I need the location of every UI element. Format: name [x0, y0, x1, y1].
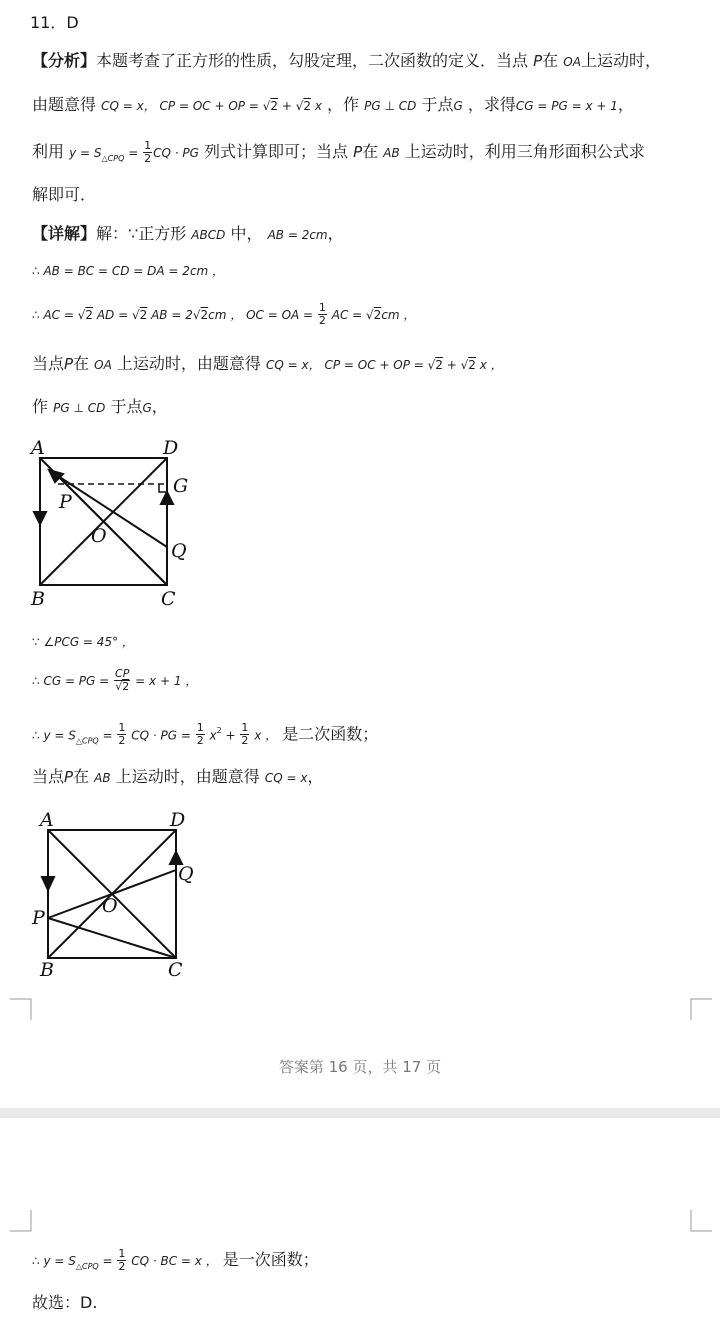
arrow-down-head	[42, 877, 54, 890]
segment-oa: OA	[94, 358, 112, 372]
cq-pg: CQ · PG	[153, 146, 199, 160]
figure-1-square-diagram	[25, 432, 200, 612]
fraction-half: $\frac{1}{2}$	[241, 721, 249, 748]
angle-pcg: ∵ ∠PCG = 45° ，	[32, 635, 134, 649]
case1-d: ， CP = OC + OP =	[308, 358, 428, 372]
corner-mark-top-left	[10, 1210, 32, 1232]
case2-a: 当点	[32, 767, 65, 786]
point-p: P	[64, 355, 74, 373]
analysis-text-2: 上运动时，	[580, 51, 661, 70]
fraction-half: $\frac{1}{2}$	[318, 301, 326, 327]
eq2-e: AC =	[327, 308, 367, 322]
label-g: G	[173, 475, 189, 497]
case1-a: 当点	[32, 354, 65, 373]
y2-a: ∴ y = S	[32, 1254, 76, 1268]
label-d: D	[170, 809, 186, 831]
y1-b: CQ · PG =	[127, 728, 195, 743]
eq2-b: AD =	[93, 308, 132, 322]
analysis-line3-c: 在	[362, 142, 379, 161]
corner-mark-bottom-right	[690, 998, 712, 1020]
detail-intro: 解：∵正方形	[96, 224, 187, 243]
segment-ab: AB	[94, 771, 111, 785]
ab-length: AB = 2cm	[267, 228, 328, 242]
y1-sup: 2	[216, 726, 222, 735]
label-b: B	[31, 588, 45, 610]
final-answer: 故选：D.	[32, 1293, 98, 1312]
analysis-line3-b: 列式计算即可；当点	[203, 142, 348, 161]
eq2-f: cm ，	[381, 308, 416, 322]
right-angle-mark	[159, 484, 167, 492]
sqrt-2: √2	[131, 308, 148, 322]
label-o: O	[102, 895, 118, 917]
label-q: Q	[171, 540, 187, 562]
question-number: 11．D	[30, 13, 79, 32]
corner-mark-bottom-left	[10, 998, 32, 1020]
page-footer: 答案第 16 页，共 17 页	[278, 1058, 442, 1076]
analysis-line2-d: ，求得	[467, 95, 516, 114]
sqrt-2-b: √2	[295, 99, 311, 113]
cg-pg-expr: CG = PG = x + 1	[515, 99, 618, 113]
cg-a: ∴ CG = PG =	[32, 674, 114, 688]
pg-perp-cd: PG ⊥ CD	[53, 401, 106, 415]
point-g: G	[142, 401, 152, 415]
cq-eq-x: CQ = x	[101, 99, 144, 113]
case2-c: 上运动时，由题意得	[115, 767, 260, 786]
sqrt-2: √2	[427, 358, 443, 372]
page-separator	[0, 1108, 720, 1118]
sub-cpq: △CPQ	[101, 154, 125, 164]
detail-eq-2	[32, 302, 415, 327]
eq2-c: AB = 2	[147, 308, 193, 322]
label-p: P	[59, 491, 72, 513]
analysis-on: 在	[542, 51, 559, 70]
fraction-half: $\frac{1}{2}$	[118, 721, 126, 748]
comma: ，	[617, 95, 634, 114]
fraction-half: $\frac{1}{2}$	[196, 721, 204, 748]
eq2-a: ∴ AC =	[32, 308, 78, 322]
sqrt-2: √2	[192, 308, 209, 322]
label-o: O	[91, 525, 107, 547]
analysis-line-3	[32, 140, 645, 170]
sub-cpq: △CPQ	[75, 736, 99, 746]
y1-a: ∴ y = S	[32, 728, 76, 743]
analysis-line-2	[32, 94, 634, 117]
detail-intro2: 中，	[230, 224, 263, 243]
point-p: P	[64, 768, 74, 786]
label-a: A	[40, 809, 54, 831]
segment-pc	[58, 476, 167, 585]
segment-pq	[58, 476, 167, 547]
fraction-half: $\frac{1}{2}$	[144, 139, 152, 165]
square-abcd: ABCD	[191, 228, 226, 242]
detail-line-1	[32, 223, 344, 246]
analysis-text-1: 本题考查了正方形的性质，勾股定理，二次函数的定义．当点	[96, 51, 529, 70]
segment-oa: OA	[563, 55, 581, 69]
sqrt-2-a: √2	[262, 99, 279, 113]
eq-sign: =	[124, 146, 143, 160]
sqrt-2: √2	[77, 308, 94, 322]
y1-e: x ，	[250, 728, 278, 743]
pg-line-b: 于点	[110, 397, 143, 416]
cq-eq-x: CQ = x	[266, 358, 309, 372]
plus-sign: +	[278, 99, 296, 113]
sqrt-2: √2	[460, 358, 476, 372]
analysis-tag: 【分析】	[32, 51, 97, 70]
label-p: P	[32, 907, 45, 929]
y1-d: +	[221, 728, 240, 743]
analysis-line3-d: 上运动时，利用三角形面积公式求	[404, 142, 645, 161]
comma: ，	[327, 224, 344, 243]
var-x: x	[311, 99, 322, 113]
fraction-half: $\frac{1}{2}$	[118, 1247, 126, 1273]
fraction-cp-sqrt2: $\frac{CP}{√2}$	[115, 667, 130, 693]
point-g: G	[453, 99, 463, 113]
detail-case-2	[32, 766, 323, 789]
detail-tag: 【详解】	[32, 224, 97, 243]
analysis-line2-c: 于点	[421, 95, 454, 114]
cp-expr: ， CP = OC + OP =	[143, 99, 263, 113]
figure-2-square-diagram	[28, 804, 208, 984]
y2-c: 是一次函数；	[222, 1250, 319, 1269]
label-d: D	[163, 437, 179, 459]
detail-pg-line	[32, 396, 168, 419]
detail-cg	[32, 668, 197, 693]
corner-mark-top-right	[690, 1210, 712, 1232]
y2-b: CQ · BC = x ，	[127, 1254, 218, 1268]
analysis-line2-b: ，作	[327, 95, 360, 114]
case2-b: 在	[73, 767, 90, 786]
detail-eq-1	[32, 259, 224, 282]
y-s: y = S	[69, 146, 102, 160]
detail-angle	[32, 630, 134, 653]
label-q: Q	[178, 863, 194, 885]
cg-b: = x + 1 ，	[131, 674, 198, 688]
analysis-line-4: 解即可．	[32, 185, 97, 204]
case1-b: 在	[73, 354, 90, 373]
detail-case-1	[32, 353, 503, 376]
eq2-d: cm ， OC = OA =	[208, 308, 317, 322]
case1-e: x ，	[475, 358, 503, 372]
label-c: C	[161, 588, 176, 610]
eq-sign: =	[98, 728, 117, 743]
y1-f: 是二次函数；	[282, 724, 379, 744]
comma: ，	[307, 767, 324, 786]
analysis-line2-a: 由题意得	[32, 95, 97, 114]
y1-c: x	[205, 728, 217, 743]
point-p: P	[353, 143, 363, 161]
arrow-down-head	[34, 512, 46, 524]
segment-ab: AB	[383, 146, 400, 160]
eq-sides: ∴ AB = BC = CD = DA = 2cm ，	[32, 264, 225, 278]
plus-sign: +	[442, 358, 461, 372]
detail-y1	[32, 720, 378, 753]
label-a: A	[31, 437, 45, 459]
analysis-line-1	[32, 50, 661, 73]
arrow-up-head	[161, 492, 173, 504]
label-c: C	[168, 959, 183, 981]
sub-cpq: △CPQ	[75, 1262, 99, 1272]
cq-eq-x: CQ = x	[264, 771, 308, 785]
eq-sign: =	[98, 1254, 117, 1268]
pg-line-a: 作	[32, 397, 49, 416]
sqrt-2: √2	[366, 308, 382, 322]
analysis-line3-a: 利用	[32, 142, 65, 161]
point-p: P	[533, 52, 543, 70]
comma: ，	[151, 397, 168, 416]
label-b: B	[40, 959, 54, 981]
pg-perp-cd: PG ⊥ CD	[364, 99, 417, 113]
case1-c: 上运动时，由题意得	[116, 354, 261, 373]
detail-y2	[32, 1248, 319, 1278]
